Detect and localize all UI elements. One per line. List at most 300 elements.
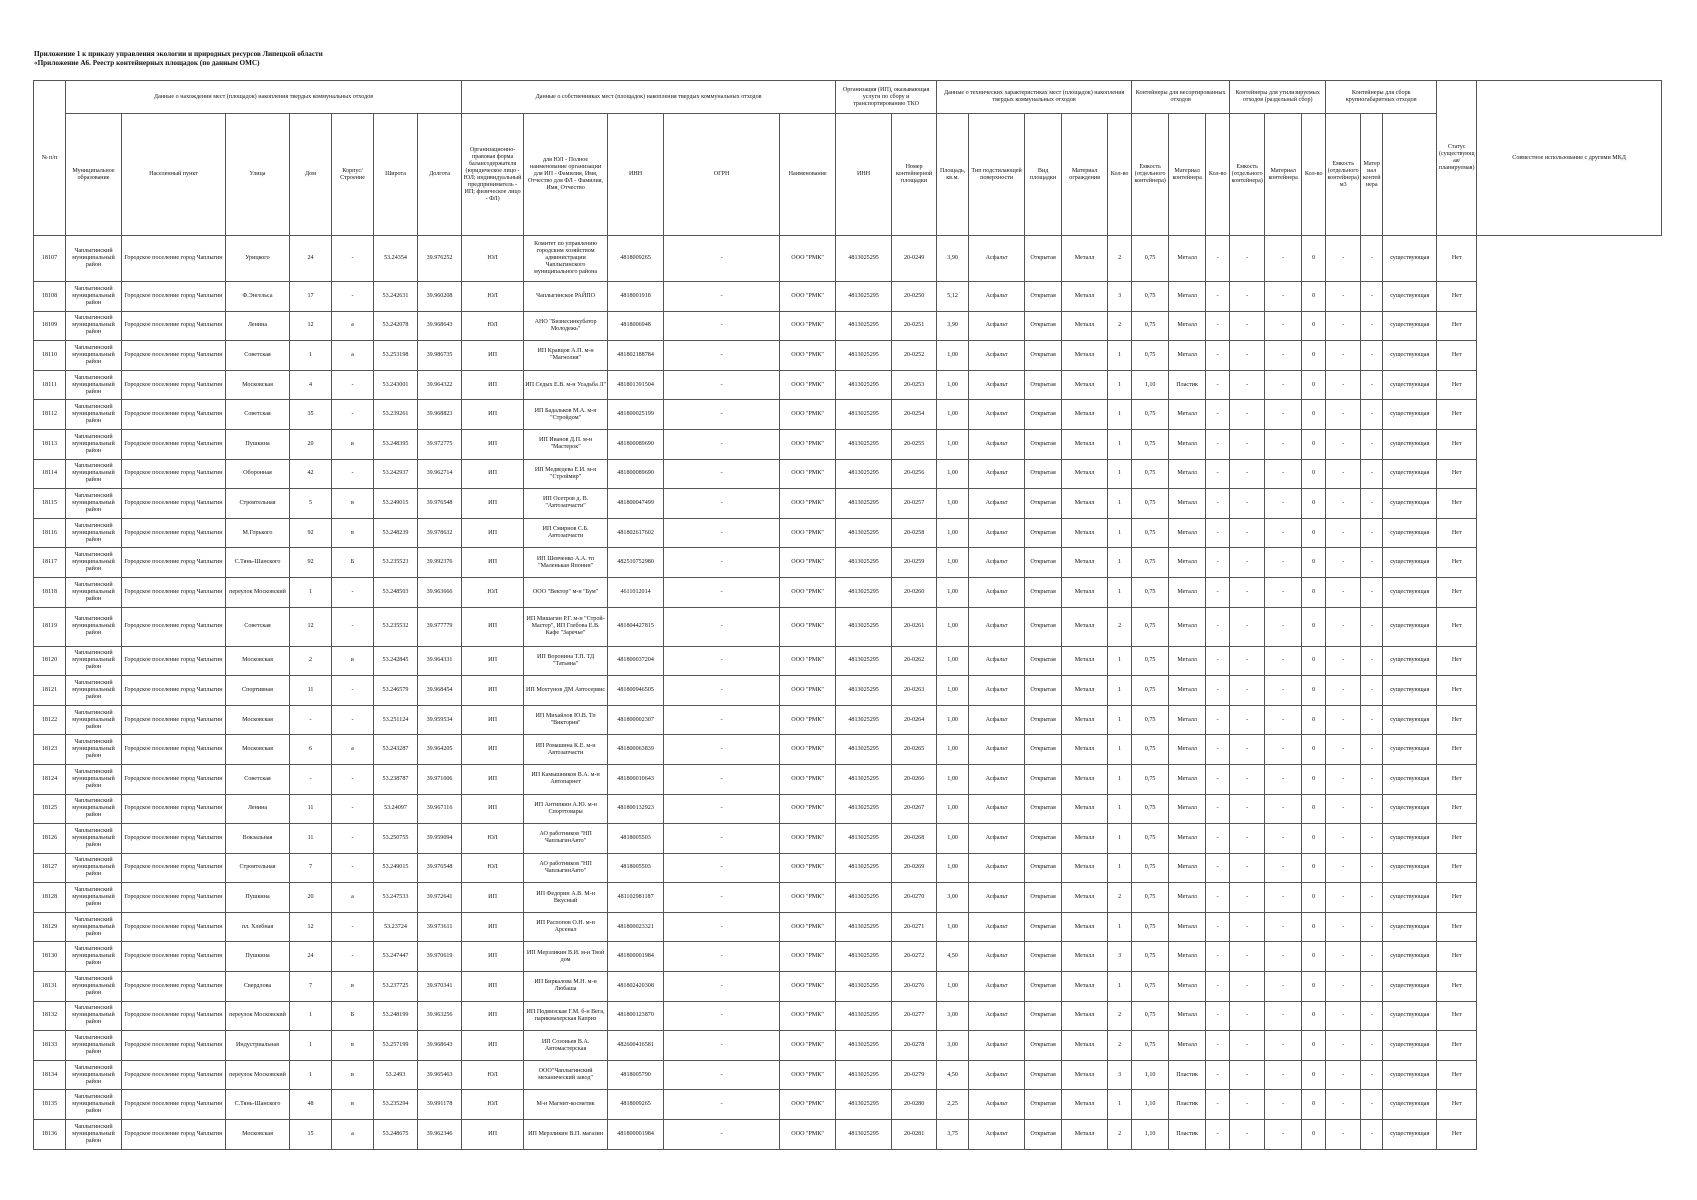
cell-recycle-qty: -	[1206, 646, 1230, 676]
cell-latitude: 53.242937	[374, 459, 418, 489]
cell-bulky-qty: 0	[1302, 1120, 1326, 1150]
cell-owner-form: ИП	[462, 1001, 524, 1031]
cell-street: Советская	[226, 764, 290, 794]
cell-site-number: 20-0276	[892, 972, 937, 1002]
cell-building: в	[332, 1060, 374, 1090]
cell-owner-inn: 4818005503	[608, 853, 664, 883]
cell-longitude: 39.977779	[418, 607, 462, 646]
cell-bulky-qty: 0	[1302, 577, 1326, 607]
cell-owner-inn: 481802188784	[608, 341, 664, 371]
cell-operator-name: ООО "РМК"	[780, 518, 836, 548]
cell-status: существующая	[1383, 824, 1437, 854]
cell-fence-material: Металл	[1062, 1031, 1108, 1061]
cell-recycle-material: -	[1265, 577, 1302, 607]
cell-operator-inn: 4813025295	[836, 676, 892, 706]
cell-shared-use: Нет	[1437, 824, 1477, 854]
cell-recycle-material: -	[1265, 236, 1302, 282]
cell-bulky-material: -	[1361, 341, 1383, 371]
cell-bulky-capacity: -	[1326, 1001, 1361, 1031]
cell-longitude: 39.972641	[418, 883, 462, 913]
cell-recycle-material: -	[1265, 735, 1302, 765]
cell-bulky-material: -	[1361, 236, 1383, 282]
cell-operator-name: ООО "РМК"	[780, 883, 836, 913]
cell-bulky-material: -	[1361, 518, 1383, 548]
cell-unsorted-material: Металл	[1169, 676, 1206, 706]
cell-recycle-material: -	[1265, 764, 1302, 794]
cell-latitude: 53.242078	[374, 311, 418, 341]
cell-building: -	[332, 912, 374, 942]
cell-latitude: 53.243287	[374, 735, 418, 765]
cell-unsorted-material: Металл	[1169, 646, 1206, 676]
table-row	[34, 236, 1662, 282]
cell-owner-form: ЮЛ	[462, 577, 524, 607]
cell-municipality: Чаплыгинский муниципальный район	[66, 400, 122, 430]
cell-recycle-qty: -	[1206, 676, 1230, 706]
cell-owner-ogrn: -	[664, 735, 780, 765]
cell-recycle-material: -	[1265, 311, 1302, 341]
cell-owner-name: ИП Михайлов Ю.В. Тп "Виктория"	[524, 705, 608, 735]
cell-owner-inn: 4818009265	[608, 236, 664, 282]
cell-unsorted-qty: 2	[1108, 311, 1132, 341]
cell-longitude: 39.962346	[418, 1120, 462, 1150]
cell-recycle-qty: -	[1206, 764, 1230, 794]
cell-site-area: 1,00	[937, 429, 969, 459]
cell-fence-material: Металл	[1062, 1001, 1108, 1031]
cell-operator-inn: 4813025295	[836, 518, 892, 548]
cell-owner-inn: 481800023321	[608, 912, 664, 942]
cell-operator-name: ООО "РМК"	[780, 764, 836, 794]
column-header: Улица	[226, 114, 290, 236]
cell-owner-ogrn: -	[664, 607, 780, 646]
cell-shared-use: Нет	[1437, 429, 1477, 459]
cell-municipality: Чаплыгинский муниципальный район	[66, 518, 122, 548]
cell-site-area: 1,00	[937, 676, 969, 706]
cell-operator-inn: 4813025295	[836, 1001, 892, 1031]
cell-longitude: 39.965463	[418, 1060, 462, 1090]
cell-owner-form: ИП	[462, 972, 524, 1002]
cell-owner-inn: 481800946505	[608, 676, 664, 706]
cell-building: -	[332, 794, 374, 824]
cell-fence-material: Металл	[1062, 518, 1108, 548]
cell-recycle-capacity: -	[1230, 236, 1265, 282]
cell-operator-name: ООО "РМК"	[780, 282, 836, 312]
cell-status: существующая	[1383, 794, 1437, 824]
cell-street: переулок Московский	[226, 577, 290, 607]
cell-recycle-material: -	[1265, 912, 1302, 942]
cell-shared-use: Нет	[1437, 1001, 1477, 1031]
cell-building: в	[332, 972, 374, 1002]
cell-unsorted-capacity: 0,75	[1132, 577, 1169, 607]
cell-municipality: Чаплыгинский муниципальный район	[66, 824, 122, 854]
cell-unsorted-capacity: 0,75	[1132, 548, 1169, 578]
cell-operator-inn: 4813025295	[836, 972, 892, 1002]
cell-owner-ogrn: -	[664, 646, 780, 676]
cell-owner-name: ИП Иванов Д.П. м-н "Мастерок"	[524, 429, 608, 459]
cell-building: -	[332, 236, 374, 282]
cell-owner-ogrn: -	[664, 1001, 780, 1031]
cell-owner-inn: 481804427815	[608, 607, 664, 646]
column-header: Долгота	[418, 114, 462, 236]
cell-owner-ogrn: -	[664, 705, 780, 735]
cell-unsorted-capacity: 0,75	[1132, 972, 1169, 1002]
cell-longitude: 39.963256	[418, 1001, 462, 1031]
cell-owner-ogrn: -	[664, 972, 780, 1002]
cell-house: 24	[290, 236, 332, 282]
cell-site-type: Открытая	[1025, 676, 1062, 706]
cell-bulky-qty: 0	[1302, 341, 1326, 371]
cell-owner-name: Комитет по управлению городским хозяйством администрации Чаплыгинского муниципального района	[524, 236, 608, 282]
cell-site-type: Открытая	[1025, 341, 1062, 371]
cell-building: а	[332, 1120, 374, 1150]
cell-longitude: 39.976252	[418, 236, 462, 282]
cell-municipality: Чаплыгинский муниципальный район	[66, 705, 122, 735]
cell-site-area: 1,00	[937, 972, 969, 1002]
cell-owner-form: ИП	[462, 1120, 524, 1150]
cell-unsorted-material: Металл	[1169, 705, 1206, 735]
cell-owner-name: ИП Подвизская Г.М. б-н Вега, парикмахерская Каприз	[524, 1001, 608, 1031]
cell-bulky-capacity: -	[1326, 607, 1361, 646]
cell-bulky-material: -	[1361, 577, 1383, 607]
cell-owner-name: ИП Воронина Т.П. ТД "Татьяна"	[524, 646, 608, 676]
cell-operator-name: ООО "РМК"	[780, 646, 836, 676]
cell-fence-material: Металл	[1062, 311, 1108, 341]
cell-bulky-qty: 0	[1302, 853, 1326, 883]
cell-municipality: Чаплыгинский муниципальный район	[66, 1031, 122, 1061]
cell-shared-use: Нет	[1437, 548, 1477, 578]
cell-settlement: Городское поселение город Чаплыгин	[122, 676, 226, 706]
cell-site-number: 20-0265	[892, 735, 937, 765]
cell-site-area: 1,00	[937, 607, 969, 646]
header-group-operator: Организация (ИП), оказывающая услуги по сбору и транспортированию ТКО	[836, 81, 937, 114]
cell-site-area: 1,00	[937, 489, 969, 519]
cell-bulky-capacity: -	[1326, 341, 1361, 371]
cell-site-number: 20-0271	[892, 912, 937, 942]
cell-street: М.Горького	[226, 518, 290, 548]
cell-row-number: 18124	[34, 764, 66, 794]
cell-settlement: Городское поселение город Чаплыгин	[122, 764, 226, 794]
cell-fence-material: Металл	[1062, 942, 1108, 972]
cell-owner-form: ИП	[462, 942, 524, 972]
cell-site-area: 3,75	[937, 1120, 969, 1150]
cell-fence-material: Металл	[1062, 912, 1108, 942]
cell-bulky-material: -	[1361, 1001, 1383, 1031]
cell-settlement: Городское поселение город Чаплыгин	[122, 824, 226, 854]
cell-owner-name: ИП Бадальков М.А. м-н "Стройдом"	[524, 400, 608, 430]
cell-unsorted-material: Пластик	[1169, 370, 1206, 400]
cell-status: существующая	[1383, 1120, 1437, 1150]
cell-municipality: Чаплыгинский муниципальный район	[66, 1120, 122, 1150]
cell-unsorted-material: Металл	[1169, 429, 1206, 459]
cell-bulky-material: -	[1361, 548, 1383, 578]
cell-operator-name: ООО "РМК"	[780, 1090, 836, 1120]
cell-unsorted-capacity: 0,75	[1132, 646, 1169, 676]
cell-street: Вокзальная	[226, 824, 290, 854]
cell-recycle-material: -	[1265, 705, 1302, 735]
cell-owner-name: ИП Биркалова М.Н. м-н Любаша	[524, 972, 608, 1002]
cell-operator-inn: 4813025295	[836, 853, 892, 883]
cell-recycle-capacity: -	[1230, 883, 1265, 913]
cell-status: существующая	[1383, 735, 1437, 765]
cell-unsorted-qty: 1	[1108, 1090, 1132, 1120]
cell-unsorted-capacity: 0,75	[1132, 459, 1169, 489]
cell-owner-form: ИП	[462, 912, 524, 942]
cell-owner-ogrn: -	[664, 341, 780, 371]
cell-surface-type: Асфальт	[969, 735, 1025, 765]
cell-unsorted-capacity: 0,75	[1132, 1031, 1169, 1061]
cell-row-number: 18135	[34, 1090, 66, 1120]
column-header: Материал ограждения	[1062, 114, 1108, 236]
cell-site-area: 1,00	[937, 764, 969, 794]
cell-owner-name: ИП Мохтунов ДМ Автосервис	[524, 676, 608, 706]
cell-street: Строительная	[226, 853, 290, 883]
cell-recycle-material: -	[1265, 794, 1302, 824]
cell-recycle-material: -	[1265, 1120, 1302, 1150]
cell-municipality: Чаплыгинский муниципальный район	[66, 942, 122, 972]
cell-owner-form: ИП	[462, 646, 524, 676]
cell-row-number: 18120	[34, 646, 66, 676]
cell-bulky-capacity: -	[1326, 1060, 1361, 1090]
cell-unsorted-capacity: 0,75	[1132, 912, 1169, 942]
cell-latitude: 53.248199	[374, 1001, 418, 1031]
cell-site-type: Открытая	[1025, 705, 1062, 735]
column-header: Вид площадки	[1025, 114, 1062, 236]
cell-bulky-material: -	[1361, 705, 1383, 735]
cell-site-number: 20-0267	[892, 794, 937, 824]
cell-bulky-material: -	[1361, 824, 1383, 854]
cell-operator-inn: 4813025295	[836, 1120, 892, 1150]
cell-operator-name: ООО "РМК"	[780, 236, 836, 282]
cell-owner-ogrn: -	[664, 400, 780, 430]
cell-site-number: 20-0281	[892, 1120, 937, 1150]
cell-row-number: 18109	[34, 311, 66, 341]
cell-settlement: Городское поселение город Чаплыгин	[122, 577, 226, 607]
cell-owner-form: ИП	[462, 735, 524, 765]
cell-owner-inn: 481801391504	[608, 370, 664, 400]
cell-recycle-qty: -	[1206, 341, 1230, 371]
cell-bulky-material: -	[1361, 311, 1383, 341]
cell-site-number: 20-0270	[892, 883, 937, 913]
cell-status: существующая	[1383, 912, 1437, 942]
cell-status: существующая	[1383, 370, 1437, 400]
cell-building: -	[332, 824, 374, 854]
cell-site-type: Открытая	[1025, 883, 1062, 913]
cell-bulky-qty: 0	[1302, 705, 1326, 735]
cell-settlement: Городское поселение город Чаплыгин	[122, 1060, 226, 1090]
cell-municipality: Чаплыгинский муниципальный район	[66, 764, 122, 794]
cell-unsorted-qty: 1	[1108, 400, 1132, 430]
cell-municipality: Чаплыгинский муниципальный район	[66, 1001, 122, 1031]
cell-recycle-qty: -	[1206, 370, 1230, 400]
cell-municipality: Чаплыгинский муниципальный район	[66, 735, 122, 765]
cell-owner-inn: 481800089690	[608, 459, 664, 489]
cell-house: 1	[290, 577, 332, 607]
cell-operator-inn: 4813025295	[836, 311, 892, 341]
cell-recycle-capacity: -	[1230, 853, 1265, 883]
cell-shared-use: Нет	[1437, 794, 1477, 824]
cell-settlement: Городское поселение город Чаплыгин	[122, 735, 226, 765]
cell-site-type: Открытая	[1025, 548, 1062, 578]
cell-bulky-capacity: -	[1326, 518, 1361, 548]
cell-site-type: Открытая	[1025, 1090, 1062, 1120]
cell-bulky-qty: 0	[1302, 236, 1326, 282]
cell-settlement: Городское поселение город Чаплыгин	[122, 646, 226, 676]
cell-longitude: 39.970341	[418, 972, 462, 1002]
cell-status: существующая	[1383, 282, 1437, 312]
cell-house: 1	[290, 1031, 332, 1061]
table-row	[34, 548, 1662, 578]
cell-house: 15	[290, 1120, 332, 1150]
cell-row-number: 18126	[34, 824, 66, 854]
header-num: № п/п	[34, 81, 66, 236]
cell-unsorted-qty: 1	[1108, 518, 1132, 548]
cell-owner-inn: 481800063839	[608, 735, 664, 765]
cell-owner-name: ИП Антипкин А.Ю. м-н Спорттовары	[524, 794, 608, 824]
cell-shared-use: Нет	[1437, 646, 1477, 676]
cell-unsorted-material: Металл	[1169, 794, 1206, 824]
cell-settlement: Городское поселение город Чаплыгин	[122, 1090, 226, 1120]
column-header: Кол-во	[1206, 114, 1230, 236]
cell-fence-material: Металл	[1062, 794, 1108, 824]
cell-street: Ленина	[226, 311, 290, 341]
cell-fence-material: Металл	[1062, 824, 1108, 854]
cell-street: Московская	[226, 705, 290, 735]
cell-owner-inn: 481800025199	[608, 400, 664, 430]
cell-owner-ogrn: -	[664, 912, 780, 942]
cell-surface-type: Асфальт	[969, 459, 1025, 489]
table-row	[34, 646, 1662, 676]
cell-recycle-material: -	[1265, 489, 1302, 519]
cell-operator-inn: 4813025295	[836, 646, 892, 676]
table-row	[34, 1001, 1662, 1031]
cell-recycle-capacity: -	[1230, 735, 1265, 765]
cell-bulky-capacity: -	[1326, 942, 1361, 972]
cell-owner-inn: 481800010643	[608, 764, 664, 794]
cell-unsorted-qty: 1	[1108, 577, 1132, 607]
cell-site-number: 20-0260	[892, 577, 937, 607]
cell-longitude: 39.964331	[418, 646, 462, 676]
cell-owner-ogrn: -	[664, 459, 780, 489]
cell-recycle-capacity: -	[1230, 1031, 1265, 1061]
cell-shared-use: Нет	[1437, 705, 1477, 735]
cell-recycle-capacity: -	[1230, 518, 1265, 548]
cell-recycle-qty: -	[1206, 735, 1230, 765]
cell-site-number: 20-0272	[892, 942, 937, 972]
cell-fence-material: Металл	[1062, 676, 1108, 706]
cell-house: 12	[290, 607, 332, 646]
cell-bulky-material: -	[1361, 1031, 1383, 1061]
cell-longitude: 39.971006	[418, 764, 462, 794]
cell-latitude: 53.247533	[374, 883, 418, 913]
cell-municipality: Чаплыгинский муниципальный район	[66, 370, 122, 400]
cell-operator-name: ООО "РМК"	[780, 1001, 836, 1031]
cell-row-number: 18136	[34, 1120, 66, 1150]
cell-owner-form: ЮЛ	[462, 824, 524, 854]
cell-site-number: 20-0261	[892, 607, 937, 646]
cell-house: -	[290, 764, 332, 794]
cell-recycle-qty: -	[1206, 1001, 1230, 1031]
cell-unsorted-capacity: 0,75	[1132, 794, 1169, 824]
cell-street: переулок Московский	[226, 1060, 290, 1090]
column-header: Материал контейнера	[1265, 114, 1302, 236]
cell-bulky-qty: 0	[1302, 311, 1326, 341]
cell-site-type: Открытая	[1025, 518, 1062, 548]
cell-fence-material: Металл	[1062, 236, 1108, 282]
cell-operator-inn: 4813025295	[836, 883, 892, 913]
cell-settlement: Городское поселение город Чаплыгин	[122, 1001, 226, 1031]
cell-site-number: 20-0262	[892, 646, 937, 676]
cell-longitude: 39.968643	[418, 1031, 462, 1061]
cell-unsorted-capacity: 0,75	[1132, 1001, 1169, 1031]
cell-latitude: 53.253198	[374, 341, 418, 371]
cell-unsorted-qty: 2	[1108, 236, 1132, 282]
cell-unsorted-capacity: 1,10	[1132, 370, 1169, 400]
cell-operator-inn: 4813025295	[836, 912, 892, 942]
cell-recycle-qty: -	[1206, 853, 1230, 883]
cell-recycle-material: -	[1265, 853, 1302, 883]
cell-row-number: 18113	[34, 429, 66, 459]
cell-site-number: 20-0280	[892, 1090, 937, 1120]
cell-site-type: Открытая	[1025, 400, 1062, 430]
cell-shared-use: Нет	[1437, 311, 1477, 341]
cell-bulky-qty: 0	[1302, 607, 1326, 646]
cell-unsorted-capacity: 0,75	[1132, 311, 1169, 341]
table-header	[34, 81, 1662, 236]
cell-recycle-capacity: -	[1230, 282, 1265, 312]
table-row	[34, 518, 1662, 548]
cell-owner-name: ИП Ромашина К.Е. м-н Автозапчасти	[524, 735, 608, 765]
cell-recycle-material: -	[1265, 1031, 1302, 1061]
cell-owner-form: ИП	[462, 341, 524, 371]
cell-building: -	[332, 577, 374, 607]
cell-latitude: 53.248503	[374, 577, 418, 607]
cell-owner-ogrn: -	[664, 1120, 780, 1150]
cell-site-number: 20-0259	[892, 548, 937, 578]
cell-unsorted-material: Металл	[1169, 735, 1206, 765]
cell-settlement: Городское поселение город Чаплыгин	[122, 489, 226, 519]
cell-site-number: 20-0266	[892, 764, 937, 794]
column-header: ИНН	[836, 114, 892, 236]
cell-settlement: Городское поселение город Чаплыгин	[122, 972, 226, 1002]
cell-building: -	[332, 676, 374, 706]
cell-longitude: 39.968454	[418, 676, 462, 706]
cell-unsorted-qty: 1	[1108, 489, 1132, 519]
cell-recycle-capacity: -	[1230, 459, 1265, 489]
cell-status: существующая	[1383, 1001, 1437, 1031]
cell-surface-type: Асфальт	[969, 794, 1025, 824]
cell-owner-inn: 481802617602	[608, 518, 664, 548]
cell-bulky-capacity: -	[1326, 735, 1361, 765]
cell-owner-inn: 481800001984	[608, 1120, 664, 1150]
cell-latitude: 53.251124	[374, 705, 418, 735]
cell-bulky-material: -	[1361, 1090, 1383, 1120]
cell-latitude: 53.243001	[374, 370, 418, 400]
cell-unsorted-capacity: 1,10	[1132, 1060, 1169, 1090]
cell-owner-ogrn: -	[664, 489, 780, 519]
cell-surface-type: Асфальт	[969, 311, 1025, 341]
cell-row-number: 18107	[34, 236, 66, 282]
column-header: Муниципальное образование	[66, 114, 122, 236]
cell-house: 2	[290, 646, 332, 676]
cell-latitude: 53.239261	[374, 400, 418, 430]
cell-bulky-capacity: -	[1326, 676, 1361, 706]
cell-status: существующая	[1383, 548, 1437, 578]
cell-site-type: Открытая	[1025, 1001, 1062, 1031]
table-row	[34, 824, 1662, 854]
header-group-location: Данные о нахождении мест (площадок) накопления твердых коммунальных отходов	[66, 81, 462, 114]
header-group-recycle: Контейнеры для утилизируемых отходов (раздельный сбор)	[1230, 81, 1326, 114]
cell-recycle-material: -	[1265, 942, 1302, 972]
cell-building: а	[332, 883, 374, 913]
